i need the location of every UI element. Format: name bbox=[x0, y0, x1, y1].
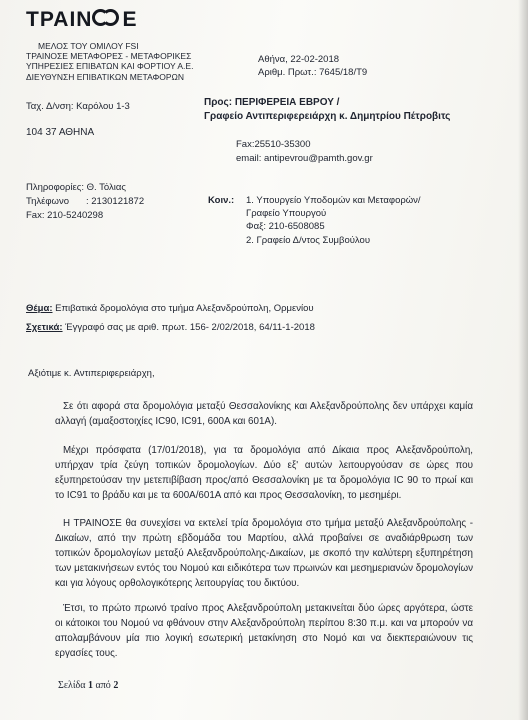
sender-company-line1: ΤΡΑΙΝΟΣΕ ΜΕΤΑΦΟΡΕΣ - ΜΕΤΑΦΟΡΙΚΕΣ bbox=[26, 51, 192, 61]
subject-label: Θέμα: bbox=[26, 303, 53, 314]
cc-line3: Φαξ: 210-6508085 bbox=[246, 221, 325, 232]
cc-line4: 2. Γραφείο Δ/ντος Συμβούλου bbox=[246, 235, 371, 246]
footer-page-total: 2 bbox=[113, 680, 119, 691]
recipient-fax: Fax:25510-35300 bbox=[236, 139, 311, 150]
body-paragraph-4: Έτσι, το πρώτο πρωινό τραίνο προς Αλεξανδρούπολη μετακινείται δύο ώρες αργότερα, ώστε οι κάτοικοι του Νομού να φθάνουν στην Αλεξανδρούπολη περίπου 8:30 π.μ. και να μπορούν να απολαμβάνουν μία πιο λογική εσωτερική μετακίνηση στο Νομό και να διεκπεραιώνουν τις εργασίες τους. bbox=[55, 603, 473, 659]
cc-label: Κοιν.: bbox=[208, 195, 235, 206]
body-paragraph-1: Σε ότι αφορά στα δρομολόγια μεταξύ Θεσσαλονίκης και Αλεξανδρούπολης δεν υπάρχει καμία αλλαγή (αμαξοστοιχίες IC90, IC91, 600Α και 601Α). bbox=[55, 401, 473, 427]
recipient-to bbox=[204, 97, 339, 108]
page-edge-shadow bbox=[518, 0, 528, 720]
sender-division: ΔΙΕΥΘΥΝΣΗ ΕΠΙΒΑΤΙΚΩΝ ΜΕΤΑΦΟΡΩΝ bbox=[26, 72, 185, 82]
contact-info: Πληροφορίες: Θ. Τόλιας bbox=[26, 182, 126, 193]
subject-line bbox=[26, 303, 314, 314]
trainose-logo bbox=[26, 8, 137, 32]
recipient-office: Γραφείο Αντιπεριφερειάρχη κ. Δημητρίου Πέτροβιτς bbox=[204, 111, 451, 122]
body-paragraph-2: Μέχρι πρόσφατα (17/01/2018), για τα δρομολόγια από Δίκαια προς Αλεξανδρούπολη, υπήρχαν τρία ζεύγη τοπικών δρομολογίων. Δύο εξ' αυτών λειτουργούσαν σε ώρες που εξυπηρετούσαν την μετεπιβίβαση προς/από Θεσσαλονίκη με τα δρομολόγια IC 90 το πρωί και το IC91 το βράδυ και με τα 600Α/601Α από και προς Θεσσαλονίκη, το μεσημέρι. bbox=[55, 445, 473, 501]
footer-prefix: Σελίδα bbox=[58, 680, 89, 691]
related-label: Σχετικά: bbox=[26, 322, 63, 333]
contact-phone-label: Τηλέφωνο bbox=[26, 196, 69, 207]
page-footer bbox=[58, 680, 118, 691]
logo-suffix: Ε bbox=[122, 8, 138, 31]
contact-phone bbox=[26, 196, 145, 207]
footer-separator: από bbox=[93, 680, 114, 691]
logo-text: ΤΡΑΙΝ bbox=[26, 8, 93, 31]
logo-rings-icon bbox=[92, 8, 122, 28]
sender-company-line2: ΥΠΗΡΕΣΙΕΣ ΕΠΙΒΑΤΩΝ ΚΑΙ ΦΟΡΤΙΟΥ Α.Ε. bbox=[26, 61, 194, 71]
protocol-number: Αριθμ. Πρωτ.: 7645/18/Τ9 bbox=[258, 67, 368, 78]
subject-text: Επιβατικά δρομολόγια στο τμήμα Αλεξανδρούπολη, Ορμενίου bbox=[52, 303, 314, 314]
body-paragraph-3: Η ΤΡΑΙΝΟΣΕ θα συνεχίσει να εκτελεί τρία δρομολόγια στο τμήμα μεταξύ Αλεξανδρούπολης - Δικαίων, από την πρώτη εβδομάδα του Μαρτίου, αλλά προβαίνει σε αναδιάρθρωση των τοπικών δρομολογίων μεταξύ Αλεξανδρούπολης-Δικαίων, με σκοπό την καλύτερη εξυπηρέτηση των μετακινήσεων εντός του Νομού και ειδικότερα των πρωινών και μεσημεριανών δρομολογίων και για λόγους ορθολογικότερης λειτουργίας του δικτύου. bbox=[55, 518, 473, 589]
related-text: Έγγραφό σας με αριθ. πρωτ. 156- 2/02/2018, 64/11-1-2018 bbox=[62, 322, 315, 333]
recipient-name: ΠΕΡΙΦΕΡΕΙΑ ΕΒΡΟΥ / bbox=[234, 97, 340, 108]
footer-page-number: 1 bbox=[88, 680, 94, 691]
contact-phone-value: : 2130121872 bbox=[86, 196, 145, 207]
recipient-to-label: Προς: bbox=[204, 97, 233, 108]
sender-postcode: 104 37 ΑΘΗΝΑ bbox=[26, 127, 95, 138]
cc-line1: 1. Υπουργείο Υποδομών και Μεταφορών/ bbox=[246, 195, 421, 206]
recipient-email: email: antipevrou@pamth.gov.gr bbox=[236, 153, 373, 164]
contact-fax: Fax: 210-5240298 bbox=[26, 210, 104, 221]
date-line: Αθήνα, 22-02-2018 bbox=[258, 54, 340, 65]
cc-line2: Γραφείο Υπουργού bbox=[246, 208, 327, 219]
sender-group: ΜΕΛΟΣ ΤΟΥ ΟΜΙΛΟΥ FSI bbox=[38, 41, 139, 51]
related-line bbox=[26, 322, 315, 333]
salutation: Αξιότιμε κ. Αντιπεριφερειάρχη, bbox=[28, 368, 155, 379]
sender-address: Ταχ. Δ/νση: Καρόλου 1-3 bbox=[26, 101, 130, 112]
